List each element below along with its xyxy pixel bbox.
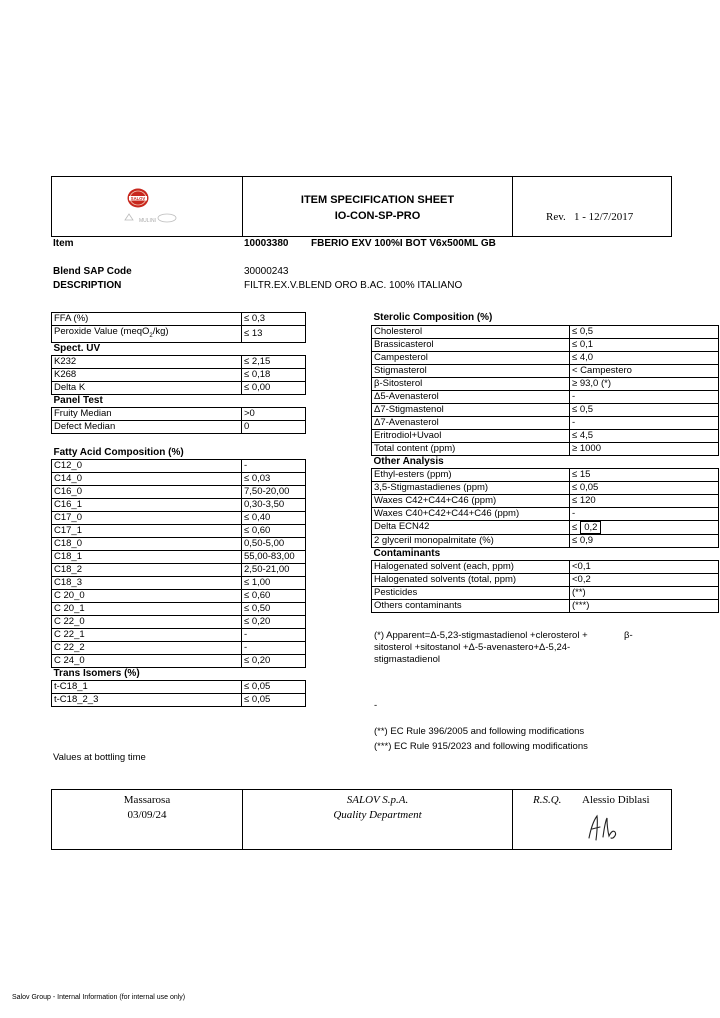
peroxide-sub: 2 — [149, 332, 153, 339]
table-row — [52, 537, 306, 550]
logo-sub-text: MULINI — [139, 218, 156, 224]
note-pesticides: (**) EC Rule 396/2005 and following modifications — [374, 726, 585, 737]
row-value: ≤ 0,05 — [570, 481, 719, 494]
row-value: ≤ 0,5 — [570, 403, 719, 416]
note1-beta: β- — [624, 630, 633, 641]
row-label: C 22_0 — [52, 615, 242, 628]
spect-uv-title: Spect. UV — [53, 342, 101, 354]
row-value: ≥ 1000 — [570, 442, 719, 455]
deltak-value: ≤ 0,00 — [242, 381, 306, 394]
row-value: - — [570, 507, 719, 520]
row-label: t-C18_1 — [52, 680, 242, 693]
signature-box — [51, 789, 672, 850]
row-value: (***) — [570, 599, 719, 612]
table-row — [372, 481, 719, 494]
row-value: ≥ 93,0 (*) — [570, 377, 719, 390]
note1-line-b: sitosterol +sitostanol +Δ-5-avenastero+Δ-5,24- — [374, 642, 571, 653]
section-row — [52, 667, 306, 680]
peroxide-unit: /kg) — [152, 326, 169, 337]
table-row — [52, 326, 306, 343]
table-row — [52, 550, 306, 563]
row-label: Brassicasterol — [372, 338, 570, 351]
row-value: <0,2 — [570, 573, 719, 586]
section-row — [52, 446, 306, 459]
table-row — [52, 355, 306, 368]
table-row — [372, 351, 719, 364]
sterolic-rows — [372, 325, 719, 455]
row-value: ≤ 0,60 — [242, 589, 306, 602]
row-label: t-C18_2_3 — [52, 693, 242, 706]
table-row — [372, 403, 719, 416]
logo-text: SALOV — [130, 195, 146, 201]
logo-cell — [52, 177, 243, 236]
place: Massarosa — [123, 794, 171, 806]
item-number: 10003380 — [244, 238, 289, 249]
row-label: 3,5-Stigmastadienes (ppm) — [372, 481, 570, 494]
table-row — [372, 377, 719, 390]
row-label: C16_1 — [52, 498, 242, 511]
table-row — [52, 524, 306, 537]
row-label: Pesticides — [372, 586, 570, 599]
table-row — [372, 442, 719, 455]
row-value: 2,50-21,00 — [242, 563, 306, 576]
row-label: Campesterol — [372, 351, 570, 364]
salov-logo-icon — [127, 188, 149, 208]
row-label: C 22_1 — [52, 628, 242, 641]
description-label: DESCRIPTION — [53, 280, 122, 291]
row-label: C14_0 — [52, 472, 242, 485]
table-row — [52, 313, 306, 326]
revision-label: Rev. — [546, 211, 566, 223]
department: Quality Department — [333, 809, 422, 821]
k268-label: K268 — [52, 368, 242, 381]
row-label: Eritrodiol+Uvaol — [372, 429, 570, 442]
row-label: C 20_1 — [52, 602, 242, 615]
fatty-acid-title: Fatty Acid Composition (%) — [53, 446, 184, 458]
contaminants-title: Contaminants — [373, 547, 441, 559]
row-value: ≤ 15 — [570, 468, 719, 481]
table-row — [372, 468, 719, 481]
ecn-sign: ≤ — [572, 521, 578, 533]
table-row — [52, 368, 306, 381]
signature-icon — [585, 810, 625, 844]
k268-value: ≤ 0,18 — [242, 368, 306, 381]
note-dash: - — [374, 700, 378, 711]
left-spec-table — [51, 312, 306, 707]
table-row — [52, 641, 306, 654]
row-value: - — [570, 390, 719, 403]
internal-info-note: Salov Group - Internal Information (for internal use only) — [12, 994, 186, 1001]
table-row — [52, 680, 306, 693]
table-row — [372, 534, 719, 547]
revision-value: 1 - 12/7/2017 — [574, 211, 634, 223]
row-label: C17_1 — [52, 524, 242, 537]
sheet-title: ITEM SPECIFICATION SHEET — [300, 194, 455, 206]
row-value: <0,1 — [570, 560, 719, 573]
table-row — [52, 511, 306, 524]
row-value: 0,50-5,00 — [242, 537, 306, 550]
row-label: C18_1 — [52, 550, 242, 563]
row-label: C18_3 — [52, 576, 242, 589]
sterol-note — [374, 630, 674, 666]
peroxide-label-text: Peroxide Value (meqO — [54, 326, 150, 337]
section-row — [52, 342, 306, 355]
row-value: ≤ 0,40 — [242, 511, 306, 524]
sterolic-title: Sterolic Composition (%) — [373, 312, 493, 324]
item-label: Item — [53, 238, 74, 249]
place-date-cell — [52, 790, 243, 849]
date: 03/09/24 — [127, 809, 167, 821]
other-analysis-title: Other Analysis — [373, 455, 444, 467]
row-label: Halogenated solvent (each, ppm) — [372, 560, 570, 573]
row-label: Others contaminants — [372, 599, 570, 612]
table-row — [52, 472, 306, 485]
table-row — [52, 576, 306, 589]
peroxide-label — [52, 326, 242, 343]
defect-label: Defect Median — [52, 420, 242, 433]
description-value: FILTR.EX.V.BLEND ORO B.AC. 100% ITALIANO — [244, 280, 463, 291]
table-row — [52, 602, 306, 615]
row-value: ≤ 4,0 — [570, 351, 719, 364]
row-value: 0,30-3,50 — [242, 498, 306, 511]
row-label: Δ7-Avenasterol — [372, 416, 570, 429]
row-value: - — [242, 459, 306, 472]
row-value: ≤ 0,05 — [242, 693, 306, 706]
header-box — [51, 176, 672, 237]
row-label: Waxes C40+C42+C44+C46 (ppm) — [372, 507, 570, 520]
row-value: - — [242, 641, 306, 654]
row-value: ≤ 120 — [570, 494, 719, 507]
row-label: C16_0 — [52, 485, 242, 498]
row-label: Total content (ppm) — [372, 442, 570, 455]
row-value: ≤ 4,5 — [570, 429, 719, 442]
contaminant-rows — [372, 560, 719, 612]
right-spec-table — [371, 312, 719, 613]
row-value: 55,00-83,00 — [242, 550, 306, 563]
item-name: FBERIO EXV 100%I BOT V6x500ML GB — [311, 238, 496, 249]
table-row — [372, 390, 719, 403]
row-value: ≤ 1,00 — [242, 576, 306, 589]
revision-cell — [513, 177, 671, 236]
table-row — [52, 498, 306, 511]
note1-line-a: (*) Apparent=Δ-5,23-stigmastadienol +clerosterol + — [374, 630, 588, 641]
table-row — [372, 507, 719, 520]
blend-value: 30000243 — [244, 266, 289, 277]
table-row — [52, 589, 306, 602]
row-value: - — [242, 628, 306, 641]
blend-label: Blend SAP Code — [53, 266, 132, 277]
sheet-code: IO-CON-SP-PRO — [334, 210, 421, 222]
section-row — [372, 547, 719, 560]
fruity-label: Fruity Median — [52, 407, 242, 420]
fatty-acid-rows — [52, 459, 306, 667]
panel-test-title: Panel Test — [53, 394, 103, 406]
table-row — [372, 586, 719, 599]
ecn-label: Delta ECN42 — [372, 520, 570, 534]
ffa-label: FFA (%) — [52, 313, 242, 326]
glyceril-value: ≤ 0,9 — [570, 534, 719, 547]
table-row — [372, 429, 719, 442]
spacer-row — [52, 433, 306, 446]
bottling-note: Values at bottling time — [53, 752, 146, 763]
company: SALOV S.p.A. — [346, 794, 409, 806]
mulini-logo-icon — [115, 211, 185, 225]
row-value: 7,50-20,00 — [242, 485, 306, 498]
section-row — [52, 394, 306, 407]
row-label: Δ7-Stigmastenol — [372, 403, 570, 416]
signer-name: Alessio Diblasi — [582, 794, 650, 806]
k232-value: ≤ 2,15 — [242, 355, 306, 368]
row-value: ≤ 0,1 — [570, 338, 719, 351]
signer-cell — [513, 790, 671, 849]
rsq-label: R.S.Q. — [533, 794, 562, 806]
row-label: C 24_0 — [52, 654, 242, 667]
row-value: ≤ 0,05 — [242, 680, 306, 693]
trans-isomers-title: Trans Isomers (%) — [53, 667, 140, 679]
row-label: C18_2 — [52, 563, 242, 576]
table-row — [372, 573, 719, 586]
glyceril-label: 2 glyceril monopalmitate (%) — [372, 534, 570, 547]
deltak-label: Delta K — [52, 381, 242, 394]
table-row — [52, 459, 306, 472]
note-contaminants: (***) EC Rule 915/2023 and following modifications — [374, 741, 588, 752]
table-row — [372, 560, 719, 573]
row-label: C12_0 — [52, 459, 242, 472]
row-label: C 22_2 — [52, 641, 242, 654]
row-value: ≤ 0,5 — [570, 325, 719, 338]
row-label: Δ5-Avenasterol — [372, 390, 570, 403]
note1-line-c: stigmastadienol — [374, 654, 441, 665]
table-row — [372, 416, 719, 429]
row-label: Cholesterol — [372, 325, 570, 338]
table-row — [52, 407, 306, 420]
row-value: ≤ 0,20 — [242, 615, 306, 628]
row-label: C18_0 — [52, 537, 242, 550]
table-row — [372, 494, 719, 507]
section-row — [372, 312, 719, 325]
table-row — [52, 615, 306, 628]
defect-value: 0 — [242, 420, 306, 433]
table-row — [52, 381, 306, 394]
ecn-value-cell — [570, 520, 719, 534]
ffa-value: ≤ 0,3 — [242, 313, 306, 326]
row-label: C 20_0 — [52, 589, 242, 602]
row-value: (**) — [570, 586, 719, 599]
row-label: β-Sitosterol — [372, 377, 570, 390]
table-row — [52, 485, 306, 498]
table-row — [52, 693, 306, 706]
fruity-value: >0 — [242, 407, 306, 420]
row-label: C17_0 — [52, 511, 242, 524]
row-value: - — [570, 416, 719, 429]
table-row — [52, 654, 306, 667]
table-row — [52, 628, 306, 641]
row-value: ≤ 0,03 — [242, 472, 306, 485]
table-row — [372, 520, 719, 534]
k232-label: K232 — [52, 355, 242, 368]
ecn-value: 0,2 — [580, 521, 601, 534]
row-label: Ethyl-esters (ppm) — [372, 468, 570, 481]
table-row — [372, 599, 719, 612]
row-label: Stigmasterol — [372, 364, 570, 377]
table-row — [52, 563, 306, 576]
table-row — [52, 420, 306, 433]
peroxide-value: ≤ 13 — [242, 326, 306, 343]
table-row — [372, 338, 719, 351]
title-cell — [243, 177, 513, 236]
trans-isomer-rows — [52, 680, 306, 706]
row-label: Waxes C42+C44+C46 (ppm) — [372, 494, 570, 507]
section-row — [372, 455, 719, 468]
company-cell — [243, 790, 513, 849]
row-label: Halogenated solvents (total, ppm) — [372, 573, 570, 586]
table-row — [372, 364, 719, 377]
row-value: ≤ 0,20 — [242, 654, 306, 667]
row-value: < Campestero — [570, 364, 719, 377]
table-row — [372, 325, 719, 338]
other-analysis-rows — [372, 468, 719, 520]
row-value: ≤ 0,50 — [242, 602, 306, 615]
row-value: ≤ 0,60 — [242, 524, 306, 537]
